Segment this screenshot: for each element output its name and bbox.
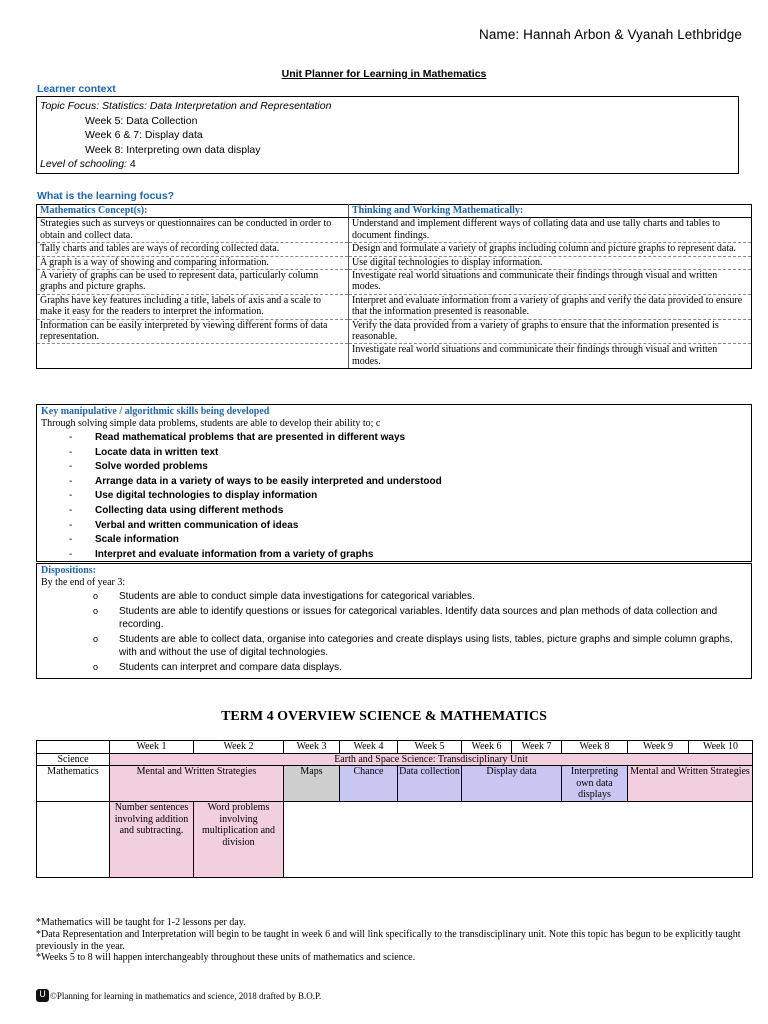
skills-heading: Key manipulative / algorithmic skills being developed — [41, 406, 270, 417]
week-header: Week 10 — [689, 741, 753, 754]
table-row — [37, 243, 752, 256]
mathematics-label: Mathematics — [37, 766, 110, 802]
week-header: Week 6 — [462, 741, 512, 754]
thinking-working-header: Thinking and Working Mathematically: — [349, 205, 752, 218]
week-header: Week 4 — [340, 741, 398, 754]
empty-cell — [284, 801, 753, 877]
concept-cell: Graphs have key features including a title, labels of axis and a scale to make it easy for the readers to interpret the information. — [37, 294, 349, 319]
table-row — [37, 218, 752, 243]
dispositions-list — [41, 590, 747, 675]
maps-cell: Maps — [284, 766, 340, 802]
mental-written-cell: Mental and Written Strategies — [110, 766, 284, 802]
dispositions-intro: By the end of year 3: — [41, 577, 126, 588]
week-header: Week 7 — [512, 741, 562, 754]
list-item: - Verbal and written communication of ideas — [41, 519, 747, 534]
science-unit-cell: Earth and Space Science: Transdisciplinary Unit — [110, 753, 753, 766]
list-item: - Arrange data in a variety of ways to be easily interpreted and understood — [41, 475, 747, 490]
note-line: *Data Representation and Interpretation will begin to be taught in week 6 and will link specifically to the transdisciplinary unit. Note this topic has begun to be explicitly taught previously in the year. — [36, 928, 741, 952]
empty-cell — [37, 801, 110, 877]
author-names: Name: Hannah Arbon & Vyanah Lethbridge — [479, 27, 742, 42]
table-row — [37, 319, 752, 344]
u-logo-icon: U — [36, 989, 49, 1002]
term-overview-table — [36, 740, 753, 878]
thinking-cell: Understand and implement different ways of collating data and use tally charts and tables to document findings. — [349, 218, 752, 243]
thinking-cell: Design and formulate a variety of graphs including column and picture graphs to represent data. — [349, 243, 752, 256]
list-item: - Read mathematical problems that are presented in different ways — [41, 431, 747, 446]
table-row — [37, 270, 752, 295]
table-row — [37, 766, 753, 802]
week-header: Week 8 — [562, 741, 628, 754]
learning-focus-heading: What is the learning focus? — [37, 190, 175, 202]
table-row — [37, 294, 752, 319]
thinking-cell: Interpret and evaluate information from a variety of graphs and verify the data provided to ensure that the information presented is reasonable. — [349, 294, 752, 319]
word-problems-cell: Word problems involving multiplication and division — [194, 801, 284, 877]
list-item: o Students are able to collect data, organise into categories and create displays using lists, tables, picture graphs and simple column graphs, with and without the use of digital technologies. — [41, 633, 747, 660]
dispositions-heading: Dispositions: — [41, 565, 97, 576]
learner-context-heading: Learner context — [37, 83, 116, 95]
concept-cell: Information can be easily interpreted by viewing different forms of data representation. — [37, 319, 349, 344]
learner-context-box — [36, 96, 739, 174]
concept-cell — [37, 344, 349, 369]
week-header: Week 3 — [284, 741, 340, 754]
table-row — [37, 741, 753, 754]
mental-written-end-cell: Mental and Written Strategies — [628, 766, 753, 802]
week-line: Week 5: Data Collection — [85, 114, 198, 127]
corner-cell — [37, 741, 110, 754]
list-item: - Use digital technologies to display information — [41, 489, 747, 504]
concept-cell: Tally charts and tables are ways of recording collected data. — [37, 243, 349, 256]
display-data-cell: Display data — [462, 766, 562, 802]
thinking-cell: Investigate real world situations and communicate their findings through visual and written modes. — [349, 270, 752, 295]
footer — [36, 989, 321, 1002]
list-item: o Students can interpret and compare data displays. — [41, 661, 747, 675]
skills-intro: Through solving simple data problems, students are able to develop their ability to; c — [41, 418, 381, 429]
list-item: - Collecting data using different methods — [41, 504, 747, 519]
week-header: Week 2 — [194, 741, 284, 754]
list-item: - Interpret and evaluate information from a variety of graphs — [41, 548, 747, 563]
level-of-schooling: Level of schooling: 4 — [40, 158, 136, 171]
topic-focus: Topic Focus: Statistics: Data Interpretation and Representation — [40, 100, 332, 112]
thinking-cell: Use digital technologies to display information. — [349, 256, 752, 269]
week-header: Week 1 — [110, 741, 194, 754]
concept-cell: A variety of graphs can be used to represent data, particularly column graphs and picture graphs. — [37, 270, 349, 295]
science-label: Science — [37, 753, 110, 766]
list-item: - Locate data in written text — [41, 446, 747, 461]
week-header: Week 5 — [398, 741, 462, 754]
table-row — [37, 801, 753, 877]
note-line: *Weeks 5 to 8 will happen interchangeably throughout these units of mathematics and science. — [36, 952, 416, 964]
learning-focus-table — [36, 204, 752, 369]
week-line: Week 8: Interpreting own data display — [85, 143, 261, 156]
list-item: o Students are able to conduct simple data investigations for categorical variables. — [41, 590, 747, 604]
interpreting-cell: Interpreting own data displays — [562, 766, 628, 802]
notes — [36, 917, 752, 964]
table-row — [37, 256, 752, 269]
document-title: Unit Planner for Learning in Mathematics — [281, 68, 487, 80]
skills-list — [41, 431, 747, 562]
chance-cell: Chance — [340, 766, 398, 802]
data-collection-cell: Data collection — [398, 766, 462, 802]
term-overview-title: TERM 4 OVERVIEW SCIENCE & MATHEMATICS — [221, 709, 547, 724]
note-line: *Mathematics will be taught for 1-2 lessons per day. — [36, 917, 246, 928]
thinking-cell: Investigate real world situations and communicate their findings through visual and written modes. — [349, 344, 752, 369]
maths-concepts-header: Mathematics Concept(s): — [37, 205, 349, 218]
skills-box — [36, 404, 752, 562]
list-item: - Scale information — [41, 533, 747, 548]
week-header: Week 9 — [628, 741, 689, 754]
concept-cell: A graph is a way of showing and comparing information. — [37, 256, 349, 269]
dispositions-box — [36, 563, 752, 679]
week-line: Week 6 & 7: Display data — [85, 129, 203, 142]
table-row — [37, 344, 752, 369]
number-sentences-cell: Number sentences involving addition and subtracting. — [110, 801, 194, 877]
thinking-cell: Verify the data provided from a variety of graphs to ensure that the information presented is reasonable. — [349, 319, 752, 344]
list-item: o Students are able to identify questions or issues for categorical variables. Identify data sources and plan methods of data collection and recording. — [41, 605, 747, 632]
list-item: - Solve worded problems — [41, 460, 747, 475]
footer-text: ©Planning for learning in mathematics and science, 2018 drafted by B.O.P. — [50, 990, 322, 1001]
table-row — [37, 753, 753, 766]
concept-cell: Strategies such as surveys or questionnaires can be conducted in order to obtain and collect data. — [37, 218, 349, 243]
